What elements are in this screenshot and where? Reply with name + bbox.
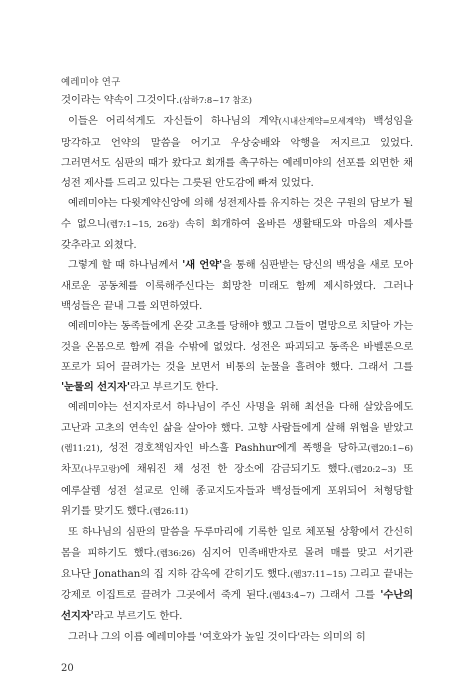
book-page: [61, 0, 413, 696]
emphasis-term: '새 언약': [182, 259, 222, 272]
emphasis-term: '눈물의 선지자': [61, 381, 130, 394]
scripture-reference: (렘7:1~15, 26장): [106, 219, 180, 230]
paragraph-text: 그러나 그의 이름 예레미야를 '여호와가 높일 것이다'라는 의미의 히: [68, 630, 366, 643]
paragraph-text: 또 하나님의 심판의 말씀을 두루마리에 기록한 일로 체포될 상황에서 간신히 몸을 피하기도 했다.: [61, 526, 413, 559]
scripture-reference: (시내산계약=모세계약): [278, 117, 366, 128]
body-paragraph: [61, 522, 413, 626]
paragraph-text: 심지어 민족배반자로 몰려 매를 맞고 서기관 요나단 Jonathan의 집 지하 감옥에 갇히기도 했다.: [61, 546, 414, 580]
paragraph-text: 라고 부르기도 한다.: [129, 381, 219, 394]
paragraph-text: , 성전 경호책임자인 바스훌 Pashhur에게 폭행을 당하고: [99, 442, 368, 455]
scripture-reference: (렘36:26): [156, 548, 196, 559]
scripture-reference: (렘43:4~7): [269, 591, 315, 602]
paragraph-text: 것이라는 약속이 그것이다.: [61, 94, 180, 106]
paragraph-text: 예레미야는 다윗계약신앙에 의해 성전제사를 유지하는 것은 구원의 담보가 될 수 없으니: [61, 197, 413, 230]
scripture-reference: (렘20:1~6): [367, 444, 413, 455]
paragraph-text: 그래서 그를: [314, 589, 381, 602]
paragraph-text: 차꼬: [61, 463, 81, 476]
body-paragraph: [61, 255, 413, 316]
body-paragraph: [61, 627, 413, 647]
scripture-reference: (나무고랑): [80, 465, 120, 476]
body-text: [61, 90, 413, 647]
page-number: 20: [61, 663, 74, 674]
body-paragraph: [61, 316, 413, 397]
scripture-reference: (삼하7:8~17 참조): [179, 96, 252, 106]
body-paragraph: [61, 397, 413, 522]
paragraph-text: 그리고 끝내는 강제로 이집트로 끌려가 그곳에서 죽게 된다.: [61, 567, 413, 602]
scripture-reference: (렘20:2~3): [350, 465, 397, 476]
scripture-reference: (렘26:11): [149, 506, 189, 517]
paragraph-text: 백성임을 망각하고 언약의 말씀을 어기고 우상숭배와 악행을 저지르고 있었다. 그러면서도 심판의 때가 왔다고 회개를 촉구하는 예레미야의 선포를 외면한 채 성전 제사를 드리고 있다는 그릇된 안도감에 빠져 있었다.: [61, 115, 413, 190]
paragraph-text: 에 채워진 채 성전 한 장소에 감금되기도 했다.: [119, 463, 351, 476]
paragraph-text: 을 통해 심판받는 당신의 백성을 새로 모아 새로운 공동체를 이룩해주신다는 희망찬 미래도 함께 제시하였다. 그러나 백성들은 끝내 그를 외면하였다.: [61, 259, 413, 312]
running-header: 예레미야 연구: [61, 77, 121, 88]
paragraph-text: 또 예루살렘 성전 설교로 인해 종교지도자들과 백성들에게 포위되어 처형당할 위기를 맞기도 했다.: [61, 463, 413, 517]
body-paragraph: [61, 111, 413, 193]
paragraph-text: 예레미야는 동족들에게 온갖 고초를 당해야 했고 그들이 멸망으로 치달아 가는 것을 온몸으로 함께 겪을 수밖에 없었다. 성전은 파괴되고 동족은 바벨론으로 포로가 되어 끌려가는 것을 보면서 비통의 눈물을 흘려야 했다. 그래서 그를: [61, 320, 413, 373]
paragraph-text: 그렇게 할 때 하나님께서: [68, 259, 183, 272]
paragraph-text: 속히 회개하여 올바른 생활태도와 마음의 제사를 갖추라고 외쳤다.: [61, 217, 414, 252]
scripture-reference: (렘37:11~15): [290, 569, 347, 580]
scripture-reference: (렘11:21): [61, 444, 100, 455]
body-paragraph: [61, 90, 413, 111]
emphasis-term: '수난의 선지자': [61, 589, 413, 623]
body-paragraph: [61, 193, 413, 255]
paragraph-text: 예레미야는 선지자로서 하나님이 주신 사명을 위해 최선을 다해 살았음에도 고난과 고초의 연속인 삶을 살아야 했다. 고향 사람들에게 살해 위협을 받았고: [61, 401, 413, 434]
paragraph-text: 이들은 어리석게도 자신들이 하나님의 계약: [68, 115, 279, 128]
paragraph-text: 라고 부르기도 한다.: [93, 610, 183, 623]
